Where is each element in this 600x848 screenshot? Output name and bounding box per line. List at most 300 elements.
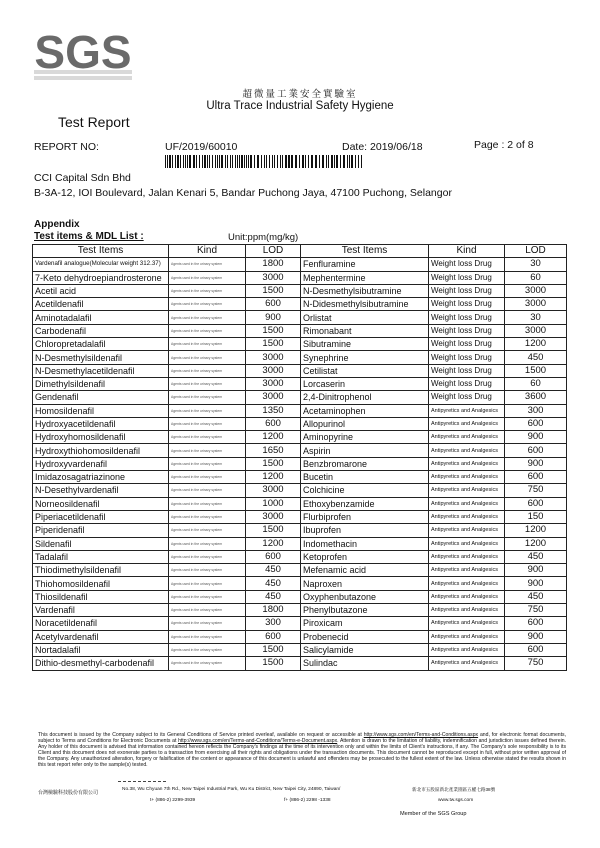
lod-value: 1350 [246, 404, 301, 417]
table-row [33, 617, 567, 630]
barcode-bar [209, 155, 210, 168]
barcode-bar [328, 155, 329, 168]
barcode-bar [189, 155, 191, 168]
test-item-name: Hydroxyvardenafil [33, 457, 169, 470]
drug-kind: Agents used in the urinary system [169, 510, 246, 523]
drug-kind: Agents used in the urinary system [169, 471, 246, 484]
test-item-name: Hydroxyhomosildenafil [33, 431, 169, 444]
barcode-bar [193, 155, 195, 168]
lod-value: 900 [505, 630, 567, 643]
drug-kind: Agents used in the urinary system [169, 577, 246, 590]
drug-kind: Agents used in the urinary system [169, 617, 246, 630]
drug-kind: Agents used in the urinary system [169, 550, 246, 563]
table-row [33, 471, 567, 484]
barcode [165, 155, 365, 168]
barcode-bar [204, 155, 206, 168]
barcode-bar [225, 155, 226, 168]
barcode-bar [172, 155, 173, 168]
table-row [33, 364, 567, 377]
test-item-name: 7-Keto dehydroepiandrosterone [33, 271, 169, 284]
barcode-bar [272, 155, 273, 168]
test-item-name: Fenfluramine [301, 258, 429, 271]
barcode-bar [235, 155, 236, 168]
drug-kind: Agents used in the urinary system [169, 643, 246, 656]
barcode-bar [237, 155, 238, 168]
test-item-name: Phenylbutazone [301, 604, 429, 617]
list-title: Test items & MDL List : [34, 231, 144, 242]
barcode-bar [257, 155, 259, 168]
drug-kind: Agents used in the urinary system [169, 311, 246, 324]
barcode-bar [277, 155, 278, 168]
drug-kind: Agents used in the urinary system [169, 444, 246, 457]
test-item-name: Synephrine [301, 351, 429, 364]
client-name: CCI Capital Sdn Bhd [34, 172, 131, 184]
barcode-bar [230, 155, 231, 168]
report-date: Date: 2019/06/18 [342, 141, 423, 153]
table-row [33, 431, 567, 444]
lod-value: 450 [505, 550, 567, 563]
drug-kind: Agents used in the urinary system [169, 484, 246, 497]
test-item-name: Sibutramine [301, 338, 429, 351]
lod-value: 60 [505, 271, 567, 284]
barcode-bar [202, 155, 203, 168]
barcode-bar [199, 155, 200, 168]
lod-value: 450 [246, 577, 301, 590]
table-row [33, 630, 567, 643]
lod-value: 1500 [246, 338, 301, 351]
table-row [33, 351, 567, 364]
barcode-bar [167, 155, 168, 168]
barcode-bar [311, 155, 313, 168]
barcode-bar [217, 155, 218, 168]
barcode-bar [169, 155, 171, 168]
barcode-bar [219, 155, 220, 168]
drug-kind: Antipyretics and Analgesics [429, 444, 505, 457]
table-row [33, 497, 567, 510]
lod-value: 1800 [246, 604, 301, 617]
test-item-name: Thiodimethylsildenafil [33, 564, 169, 577]
test-item-name: Piroxicam [301, 617, 429, 630]
lod-value: 3000 [505, 324, 567, 337]
lod-value: 1200 [246, 537, 301, 550]
test-item-name: Acetildenafil [33, 298, 169, 311]
drug-kind: Agents used in the urinary system [169, 391, 246, 404]
barcode-bar [177, 155, 179, 168]
table-row [33, 311, 567, 324]
lod-value: 750 [505, 484, 567, 497]
barcode-bar [315, 155, 317, 168]
drug-kind: Weight loss Drug [429, 311, 505, 324]
barcode-bar [355, 155, 356, 168]
table-row [33, 537, 567, 550]
lod-value: 60 [505, 377, 567, 390]
lod-value: 3000 [505, 284, 567, 297]
lod-value: 900 [505, 457, 567, 470]
test-item-name: Mephentermine [301, 271, 429, 284]
lod-value: 450 [505, 590, 567, 603]
barcode-bar [336, 155, 338, 168]
barcode-bar [351, 155, 353, 168]
lod-value: 750 [505, 604, 567, 617]
barcode-bar [285, 155, 287, 168]
test-item-name: Aspirin [301, 444, 429, 457]
drug-kind: Weight loss Drug [429, 284, 505, 297]
lod-value: 900 [246, 311, 301, 324]
lod-value: 300 [246, 617, 301, 630]
table-row [33, 484, 567, 497]
test-item-name: Ethoxybenzamide [301, 497, 429, 510]
lod-value: 1500 [246, 657, 301, 670]
logo-text: SGS [34, 26, 132, 78]
barcode-bar [340, 155, 341, 168]
barcode-bar [227, 155, 228, 168]
table-row [33, 391, 567, 404]
test-item-name: Indomethacin [301, 537, 429, 550]
test-item-name: Vardenafil [33, 604, 169, 617]
company-name-chinese: 台灣檢驗科技股份有限公司 [38, 790, 99, 796]
test-item-name: Acetil acid [33, 284, 169, 297]
barcode-bar [326, 155, 327, 168]
test-item-name: Gendenafil [33, 391, 169, 404]
barcode-bar [295, 155, 297, 168]
table-header-row [33, 245, 567, 258]
barcode-bar [358, 155, 359, 168]
lod-value: 600 [505, 417, 567, 430]
test-item-name: Salicylamide [301, 643, 429, 656]
test-item-name: Noracetildenafil [33, 617, 169, 630]
test-item-name: Norneosildenafil [33, 497, 169, 510]
drug-kind: Antipyretics and Analgesics [429, 510, 505, 523]
barcode-bar [239, 155, 240, 168]
drug-kind: Weight loss Drug [429, 271, 505, 284]
drug-kind: Agents used in the urinary system [169, 457, 246, 470]
test-item-name: Homosildenafil [33, 404, 169, 417]
table-row [33, 404, 567, 417]
barcode-bar [266, 155, 267, 168]
drug-kind: Antipyretics and Analgesics [429, 431, 505, 444]
lod-value: 150 [505, 510, 567, 523]
barcode-bar [361, 155, 362, 168]
table-row [33, 298, 567, 311]
table-row [33, 577, 567, 590]
lod-value: 750 [505, 657, 567, 670]
drug-kind: Agents used in the urinary system [169, 338, 246, 351]
company-address: No.38, Wu Chyuan 7th Rd., New Taipei Industrial Park, Wu Ku District, New Taipei City, 24890, Taiwan/ [122, 787, 341, 792]
barcode-bar [185, 155, 186, 168]
test-items-table [32, 244, 567, 671]
test-item-name: Tadalafil [33, 550, 169, 563]
barcode-bar [180, 155, 181, 168]
test-item-name: Acetaminophen [301, 404, 429, 417]
disclaimer-text: and, for electronic format documents, subject to Terms and Conditions for Electronic Documents at [38, 732, 566, 745]
drug-kind: Antipyretics and Analgesics [429, 564, 505, 577]
test-item-name: Thiohomosildenafil [33, 577, 169, 590]
barcode-bar [232, 155, 233, 168]
test-item-name: Ketoprofen [301, 550, 429, 563]
test-item-name: Chloropretadalafil [33, 338, 169, 351]
barcode-bar [207, 155, 208, 168]
lod-value: 900 [505, 564, 567, 577]
barcode-bar [196, 155, 197, 168]
lod-value: 450 [246, 590, 301, 603]
barcode-bar [215, 155, 216, 168]
test-item-name: Aminotadalafil [33, 311, 169, 324]
table-row [33, 377, 567, 390]
drug-kind: Antipyretics and Analgesics [429, 604, 505, 617]
document-title: Test Report [58, 114, 130, 130]
barcode-bar [261, 155, 262, 168]
drug-kind: Weight loss Drug [429, 351, 505, 364]
test-item-name: Allopurinol [301, 417, 429, 430]
disclaimer-text: . Attention is drawn to the limitation of liability, indemnification and jurisdiction issues defined therein. Any holder of this document is advised that information contained hereon reflects the Company's findings at the time of its intervention only and within the limits of Client's instructions, if any. The Company's sole responsibility is to its Client and this document does not exonerate parties to a transaction from exercising all their rights and obligations under the transaction documents. This document cannot be reproduced except in full, without prior written approval of the Company. Any unauthorized alteration, forgery or falsification of the content or appearance of this document is unlawful and offenders may be prosecuted to the fullest extent of the law. Unless otherwise stated the results shown in this test report refer only to the sample(s) tested. [38, 738, 566, 769]
barcode-bar [282, 155, 283, 168]
barcode-bar [165, 155, 166, 168]
barcode-bar [183, 155, 184, 168]
test-item-name: N-Desmethylsildenafil [33, 351, 169, 364]
drug-kind: Weight loss Drug [429, 258, 505, 271]
table-row [33, 657, 567, 670]
test-item-name: Benzbromarone [301, 457, 429, 470]
test-item-name: N-Didesmethylsibutramine [301, 298, 429, 311]
barcode-bar [291, 155, 293, 168]
lod-value: 1200 [505, 524, 567, 537]
table-row [33, 338, 567, 351]
col-header: Kind [429, 245, 505, 258]
lod-value: 3000 [246, 271, 301, 284]
drug-kind: Agents used in the urinary system [169, 497, 246, 510]
drug-kind: Weight loss Drug [429, 324, 505, 337]
lod-value: 3000 [246, 391, 301, 404]
test-item-name: Cetilistat [301, 364, 429, 377]
test-item-name: Oxyphenbutazone [301, 590, 429, 603]
barcode-bar [308, 155, 309, 168]
drug-kind: Weight loss Drug [429, 298, 505, 311]
test-item-name: 2,4-Dinitrophenol [301, 391, 429, 404]
lod-value: 1500 [246, 324, 301, 337]
lod-value: 600 [505, 444, 567, 457]
test-item-name: Thiosildenafil [33, 590, 169, 603]
table-row [33, 258, 567, 271]
test-item-name: Sulindac [301, 657, 429, 670]
drug-kind: Weight loss Drug [429, 391, 505, 404]
drug-kind: Agents used in the urinary system [169, 431, 246, 444]
lod-value: 3000 [246, 351, 301, 364]
test-item-name: Flurbiprofen [301, 510, 429, 523]
test-item-name: Piperidenafil [33, 524, 169, 537]
barcode-bar [248, 155, 249, 168]
client-address: B-3A-12, IOI Boulevard, Jalan Kenari 5, Bandar Puchong Jaya, 47100 Puchong, Selangor [34, 187, 452, 199]
drug-kind: Antipyretics and Analgesics [429, 577, 505, 590]
drug-kind: Weight loss Drug [429, 364, 505, 377]
lod-value: 1800 [246, 258, 301, 271]
test-item-name: Lorcaserin [301, 377, 429, 390]
drug-kind: Antipyretics and Analgesics [429, 497, 505, 510]
lod-value: 300 [505, 404, 567, 417]
lod-value: 30 [505, 311, 567, 324]
barcode-bar [212, 155, 213, 168]
lod-value: 600 [246, 550, 301, 563]
disclaimer-text: This document is issued by the Company subject to its General Conditions of Service printed overleaf, available on request or accessible at [38, 732, 364, 738]
test-item-name: Vardenafil analogue(Molecular weight 312.37) [33, 258, 169, 271]
table-row [33, 284, 567, 297]
lod-value: 1500 [246, 457, 301, 470]
legal-disclaimer [38, 732, 566, 769]
drug-kind: Agents used in the urinary system [169, 351, 246, 364]
barcode-bar [175, 155, 176, 168]
barcode-bar [343, 155, 345, 168]
barcode-bar [347, 155, 348, 168]
lod-value: 450 [505, 351, 567, 364]
barcode-bar [349, 155, 350, 168]
test-item-name: Imidazosagatriazinone [33, 471, 169, 484]
drug-kind: Antipyretics and Analgesics [429, 417, 505, 430]
test-item-name: Dimethylsildenafil [33, 377, 169, 390]
drug-kind: Agents used in the urinary system [169, 630, 246, 643]
drug-kind: Antipyretics and Analgesics [429, 550, 505, 563]
table-row [33, 524, 567, 537]
lod-value: 3600 [505, 391, 567, 404]
drug-kind: Agents used in the urinary system [169, 590, 246, 603]
drug-kind: Agents used in the urinary system [169, 404, 246, 417]
test-item-name: Probenecid [301, 630, 429, 643]
test-item-name: Carbodenafil [33, 324, 169, 337]
drug-kind: Antipyretics and Analgesics [429, 524, 505, 537]
sgs-logo [34, 24, 132, 82]
drug-kind: Weight loss Drug [429, 377, 505, 390]
test-item-name: N-Desmethylacetildenafil [33, 364, 169, 377]
lod-value: 1500 [246, 284, 301, 297]
lod-value: 3000 [246, 364, 301, 377]
barcode-bar [250, 155, 252, 168]
test-item-name: Aminopyrine [301, 431, 429, 444]
barcode-bar [274, 155, 275, 168]
barcode-bar [334, 155, 335, 168]
col-header: Test Items [33, 245, 169, 258]
lod-value: 1200 [505, 537, 567, 550]
lod-value: 600 [505, 617, 567, 630]
drug-kind: Agents used in the urinary system [169, 524, 246, 537]
barcode-bar [244, 155, 245, 168]
barcode-bar [322, 155, 324, 168]
table-row [33, 643, 567, 656]
lod-value: 1650 [246, 444, 301, 457]
table-row [33, 324, 567, 337]
report-no-label: REPORT NO: [34, 141, 99, 153]
test-item-name: Ibuprofen [301, 524, 429, 537]
table-row [33, 564, 567, 577]
lod-value: 1200 [246, 431, 301, 444]
drug-kind: Agents used in the urinary system [169, 537, 246, 550]
drug-kind: Antipyretics and Analgesics [429, 537, 505, 550]
drug-kind: Antipyretics and Analgesics [429, 590, 505, 603]
member-note: Member of the SGS Group [400, 811, 467, 817]
e-doc-terms-link[interactable]: http://www.sgs.com/en/Terms-and-Conditions/Terms-e-Document.aspx [178, 738, 338, 745]
test-item-name: Nortadalafil [33, 643, 169, 656]
lod-value: 900 [505, 431, 567, 444]
table-row [33, 604, 567, 617]
lod-value: 600 [505, 497, 567, 510]
company-address-chinese: 新北市五股區新北產業園區五權七路38號 [412, 787, 496, 792]
test-item-name: Piperiacetildenafil [33, 510, 169, 523]
table-row [33, 444, 567, 457]
col-header: Kind [169, 245, 246, 258]
barcode-bar [302, 155, 304, 168]
lod-value: 1200 [505, 338, 567, 351]
lod-value: 1500 [505, 364, 567, 377]
barcode-bar [241, 155, 243, 168]
barcode-bar [269, 155, 270, 168]
drug-kind: Agents used in the urinary system [169, 324, 246, 337]
barcode-bar [264, 155, 265, 168]
terms-link[interactable]: http://www.sgs.com/en/Terms-and-Conditions.aspx [363, 732, 479, 738]
drug-kind: Agents used in the urinary system [169, 604, 246, 617]
drug-kind: Antipyretics and Analgesics [429, 617, 505, 630]
website-link[interactable]: www.tw.sgs.com [438, 798, 474, 803]
col-header: LOD [505, 245, 567, 258]
drug-kind: Agents used in the urinary system [169, 284, 246, 297]
test-item-name: Hydroxyacetildenafil [33, 417, 169, 430]
test-item-name: Mefenamic acid [301, 564, 429, 577]
lod-value: 1000 [246, 497, 301, 510]
lod-value: 30 [505, 258, 567, 271]
lab-name-chinese: 超微量工業安全實驗室 [242, 89, 358, 100]
signature-line [118, 781, 166, 782]
drug-kind: Agents used in the urinary system [169, 258, 246, 271]
test-item-name: Acetylvardenafil [33, 630, 169, 643]
col-header: LOD [246, 245, 301, 258]
test-item-name: N-Desmethylsibutramine [301, 284, 429, 297]
test-item-name: Sildenafil [33, 537, 169, 550]
table-row [33, 417, 567, 430]
test-item-name: Colchicine [301, 484, 429, 497]
test-item-name: Dithio-desmethyl-carbodenafil [33, 657, 169, 670]
table-row [33, 457, 567, 470]
drug-kind: Antipyretics and Analgesics [429, 630, 505, 643]
drug-kind: Antipyretics and Analgesics [429, 471, 505, 484]
lod-value: 600 [246, 298, 301, 311]
drug-kind: Agents used in the urinary system [169, 417, 246, 430]
lod-value: 900 [505, 577, 567, 590]
barcode-bar [221, 155, 223, 168]
drug-kind: Agents used in the urinary system [169, 564, 246, 577]
appendix-heading: Appendix [34, 219, 80, 230]
drug-kind: Agents used in the urinary system [169, 657, 246, 670]
col-header: Test Items [301, 245, 429, 258]
fax-number: f+ (886-2) 2298 -1338 [284, 798, 331, 803]
barcode-bar [305, 155, 306, 168]
drug-kind: Agents used in the urinary system [169, 298, 246, 311]
lod-value: 3000 [246, 377, 301, 390]
drug-kind: Antipyretics and Analgesics [429, 457, 505, 470]
barcode-bar [246, 155, 247, 168]
table-row [33, 271, 567, 284]
drug-kind: Antipyretics and Analgesics [429, 657, 505, 670]
lod-value: 600 [505, 643, 567, 656]
barcode-bar [299, 155, 300, 168]
drug-kind: Antipyretics and Analgesics [429, 404, 505, 417]
barcode-bar [331, 155, 333, 168]
test-item-name: Orlistat [301, 311, 429, 324]
test-item-name: Hydroxythiohomosildenafil [33, 444, 169, 457]
lod-value: 1200 [246, 471, 301, 484]
page-number: Page : 2 of 8 [474, 139, 534, 151]
drug-kind: Antipyretics and Analgesics [429, 643, 505, 656]
barcode-bar [280, 155, 281, 168]
lod-value: 3000 [246, 510, 301, 523]
test-item-name: Naproxen [301, 577, 429, 590]
lod-value: 600 [246, 417, 301, 430]
drug-kind: Agents used in the urinary system [169, 364, 246, 377]
